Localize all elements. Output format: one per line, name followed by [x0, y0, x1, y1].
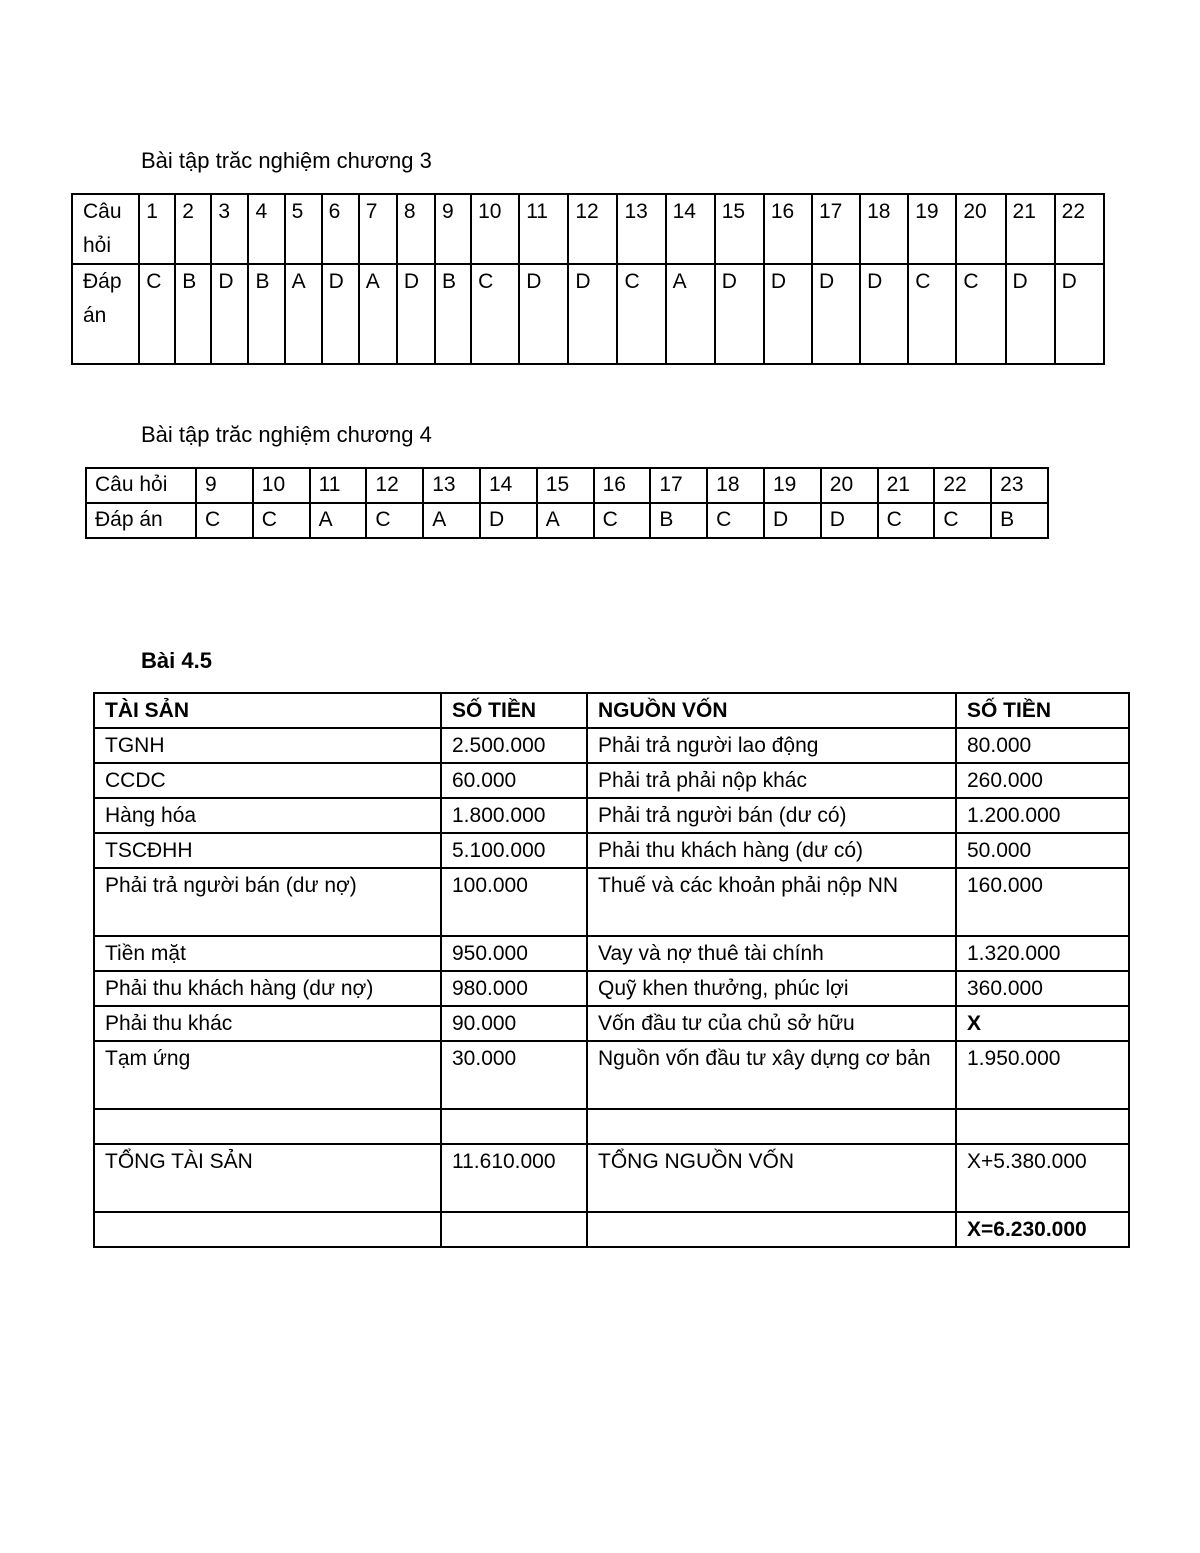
answer-cell: C [366, 503, 423, 538]
table-row [94, 868, 1129, 936]
question-number-cell: 16 [594, 468, 651, 503]
asset-amount-cell: 30.000 [441, 1041, 587, 1109]
capital-amount-cell: 1.320.000 [956, 936, 1129, 971]
exercise-4-5-title: Bài 4.5 [141, 648, 212, 673]
capital-source-name-cell: Quỹ khen thưởng, phúc lợi [587, 971, 956, 1006]
asset-name-cell: Phải thu khác [94, 1006, 441, 1041]
asset-name-cell: CCDC [94, 763, 441, 798]
question-number-cell: 18 [860, 194, 908, 264]
answer-cell: A [285, 264, 322, 364]
question-number-cell: 11 [519, 194, 568, 264]
question-number-cell: 9 [196, 468, 253, 503]
header-row [94, 693, 1129, 728]
capital-amount-cell: X+5.380.000 [956, 1144, 1129, 1212]
question-number-cell: 13 [423, 468, 480, 503]
asset-amount-cell: 100.000 [441, 868, 587, 936]
question-number-cell: 15 [537, 468, 594, 503]
answer-row [86, 503, 1048, 538]
capital-amount-cell: X [956, 1006, 1129, 1041]
capital-source-name-cell [587, 1212, 956, 1247]
answer-cell: D [568, 264, 617, 364]
capital-source-name-cell: TỔNG NGUỒN VỐN [587, 1144, 956, 1212]
table-row [94, 936, 1129, 971]
answer-cell: C [196, 503, 253, 538]
table-row [94, 728, 1129, 763]
capital-amount-cell [956, 1109, 1129, 1144]
answer-cell: A [666, 264, 715, 364]
question-number-cell: 10 [471, 194, 519, 264]
answer-cell: D [211, 264, 248, 364]
balance-sheet-table [93, 692, 1130, 1248]
answer-row-label: Đáp án [72, 264, 139, 364]
asset-name-cell: Hàng hóa [94, 798, 441, 833]
table-row [94, 1041, 1129, 1109]
answer-cell: D [1055, 264, 1104, 364]
answer-cell: A [310, 503, 367, 538]
answer-cell: D [764, 503, 821, 538]
question-number-cell: 20 [821, 468, 878, 503]
question-row-label: Câu hỏi [86, 468, 196, 503]
table-row [94, 971, 1129, 1006]
asset-amount-cell: 950.000 [441, 936, 587, 971]
table-row [94, 1109, 1129, 1144]
question-number-cell: 23 [991, 468, 1048, 503]
header-assets: TÀI SẢN [94, 693, 441, 728]
asset-name-cell [94, 1212, 441, 1247]
question-number-cell: 19 [764, 468, 821, 503]
answer-cell: C [471, 264, 519, 364]
question-number-cell: 15 [715, 194, 764, 264]
question-number-cell: 3 [211, 194, 248, 264]
answer-cell: C [253, 503, 310, 538]
header-capital-sources: NGUỒN VỐN [587, 693, 956, 728]
question-number-cell: 8 [397, 194, 435, 264]
capital-source-name-cell: Nguồn vốn đầu tư xây dựng cơ bản [587, 1041, 956, 1109]
answer-cell: C [908, 264, 956, 364]
capital-source-name-cell: Phải thu khách hàng (dư có) [587, 833, 956, 868]
asset-amount-cell: 980.000 [441, 971, 587, 1006]
capital-amount-cell: 80.000 [956, 728, 1129, 763]
capital-amount-cell: 50.000 [956, 833, 1129, 868]
chapter-4-answer-table [85, 467, 1049, 539]
answer-cell: D [322, 264, 359, 364]
capital-amount-cell: 260.000 [956, 763, 1129, 798]
table-row [94, 1144, 1129, 1212]
asset-amount-cell: 2.500.000 [441, 728, 587, 763]
question-number-cell: 12 [568, 194, 617, 264]
question-number-cell: 14 [666, 194, 715, 264]
capital-source-name-cell: Vay và nợ thuê tài chính [587, 936, 956, 971]
question-row [72, 194, 1104, 264]
asset-amount-cell: 11.610.000 [441, 1144, 587, 1212]
asset-name-cell [94, 1109, 441, 1144]
capital-source-name-cell: Vốn đầu tư của chủ sở hữu [587, 1006, 956, 1041]
asset-amount-cell: 1.800.000 [441, 798, 587, 833]
answer-row [72, 264, 1104, 364]
asset-name-cell: Tạm ứng [94, 1041, 441, 1109]
answer-cell: D [812, 264, 860, 364]
table-row [94, 1212, 1129, 1247]
asset-name-cell: Phải thu khách hàng (dư nợ) [94, 971, 441, 1006]
chapter-3-answer-table [71, 193, 1105, 365]
question-number-cell: 14 [480, 468, 537, 503]
capital-amount-cell: X=6.230.000 [956, 1212, 1129, 1247]
question-number-cell: 17 [650, 468, 707, 503]
question-row-label: Câu hỏi [72, 194, 139, 264]
asset-amount-cell [441, 1212, 587, 1247]
header-capital-amount: SỐ TIỀN [956, 693, 1129, 728]
answer-cell: B [175, 264, 211, 364]
question-number-cell: 17 [812, 194, 860, 264]
question-number-cell: 1 [139, 194, 175, 264]
asset-amount-cell [441, 1109, 587, 1144]
question-number-cell: 12 [366, 468, 423, 503]
capital-amount-cell: 160.000 [956, 868, 1129, 936]
capital-source-name-cell: Phải trả người lao động [587, 728, 956, 763]
answer-cell: C [934, 503, 991, 538]
question-number-cell: 4 [248, 194, 284, 264]
asset-amount-cell: 90.000 [441, 1006, 587, 1041]
header-asset-amount: SỐ TIỀN [441, 693, 587, 728]
answer-cell: D [821, 503, 878, 538]
question-number-cell: 9 [435, 194, 471, 264]
capital-amount-cell: 1.200.000 [956, 798, 1129, 833]
answer-cell: D [860, 264, 908, 364]
answer-row-label: Đáp án [86, 503, 196, 538]
answer-cell: D [397, 264, 435, 364]
asset-name-cell: Phải trả người bán (dư nợ) [94, 868, 441, 936]
capital-amount-cell: 360.000 [956, 971, 1129, 1006]
question-number-cell: 18 [707, 468, 764, 503]
capital-source-name-cell: Thuế và các khoản phải nộp NN [587, 868, 956, 936]
question-number-cell: 20 [956, 194, 1005, 264]
answer-cell: D [715, 264, 764, 364]
question-number-cell: 11 [310, 468, 367, 503]
asset-name-cell: TSCĐHH [94, 833, 441, 868]
table-row [94, 798, 1129, 833]
question-number-cell: 22 [934, 468, 991, 503]
chapter-3-title: Bài tập trăc nghiệm chương 3 [141, 148, 432, 173]
question-number-cell: 19 [908, 194, 956, 264]
answer-cell: B [650, 503, 707, 538]
question-number-cell: 21 [878, 468, 935, 503]
answer-cell: A [537, 503, 594, 538]
answer-cell: C [707, 503, 764, 538]
capital-source-name-cell: Phải trả người bán (dư có) [587, 798, 956, 833]
answer-cell: C [594, 503, 651, 538]
table-row [94, 833, 1129, 868]
asset-amount-cell: 5.100.000 [441, 833, 587, 868]
capital-source-name-cell: Phải trả phải nộp khác [587, 763, 956, 798]
question-number-cell: 13 [617, 194, 665, 264]
answer-cell: D [1006, 264, 1055, 364]
question-number-cell: 16 [764, 194, 812, 264]
question-number-cell: 5 [285, 194, 322, 264]
question-number-cell: 2 [175, 194, 211, 264]
answer-cell: B [435, 264, 471, 364]
question-number-cell: 22 [1055, 194, 1104, 264]
asset-amount-cell: 60.000 [441, 763, 587, 798]
answer-cell: A [423, 503, 480, 538]
answer-cell: C [956, 264, 1005, 364]
capital-amount-cell: 1.950.000 [956, 1041, 1129, 1109]
answer-cell: C [878, 503, 935, 538]
answer-cell: D [519, 264, 568, 364]
asset-name-cell: Tiền mặt [94, 936, 441, 971]
answer-cell: C [617, 264, 665, 364]
question-row [86, 468, 1048, 503]
asset-name-cell: TGNH [94, 728, 441, 763]
answer-cell: A [359, 264, 397, 364]
answer-cell: D [764, 264, 812, 364]
chapter-4-title: Bài tập trăc nghiệm chương 4 [141, 422, 432, 447]
question-number-cell: 7 [359, 194, 397, 264]
table-row [94, 763, 1129, 798]
answer-cell: D [480, 503, 537, 538]
asset-name-cell: TỔNG TÀI SẢN [94, 1144, 441, 1212]
question-number-cell: 21 [1006, 194, 1055, 264]
table-row [94, 1006, 1129, 1041]
question-number-cell: 6 [322, 194, 359, 264]
answer-cell: C [139, 264, 175, 364]
answer-cell: B [248, 264, 284, 364]
question-number-cell: 10 [253, 468, 310, 503]
answer-cell: B [991, 503, 1048, 538]
capital-source-name-cell [587, 1109, 956, 1144]
